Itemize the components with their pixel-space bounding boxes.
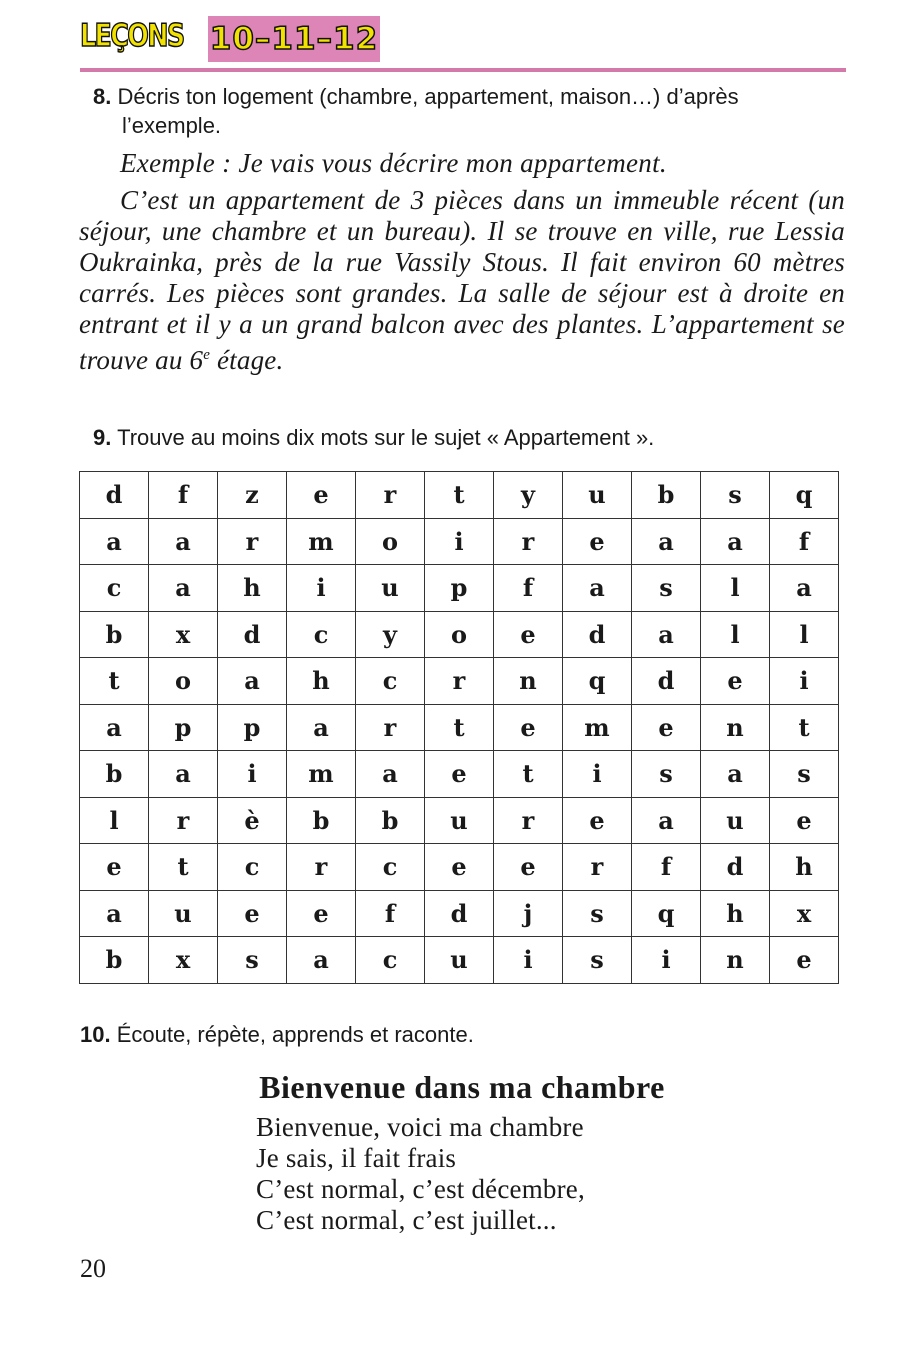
grid-cell: i <box>425 518 494 565</box>
grid-cell: u <box>425 937 494 984</box>
grid-row <box>80 658 839 705</box>
grid-cell: s <box>770 751 839 798</box>
poem-line: Je sais, il fait frais <box>256 1143 457 1173</box>
grid-cell: e <box>425 751 494 798</box>
lesson-number-badge <box>208 16 380 62</box>
grid-cell: e <box>563 518 632 565</box>
grid-cell: b <box>80 937 149 984</box>
grid-cell: e <box>218 890 287 937</box>
grid-cell: u <box>425 797 494 844</box>
grid-cell: a <box>701 751 770 798</box>
grid-cell: t <box>494 751 563 798</box>
grid-cell: r <box>563 844 632 891</box>
grid-cell: b <box>80 611 149 658</box>
exercise-9-text: Trouve au moins dix mots sur le sujet « Appartement ». <box>117 425 655 450</box>
grid-row <box>80 937 839 984</box>
example-paragraph <box>79 185 845 376</box>
grid-cell: z <box>218 472 287 519</box>
page-number: 20 <box>80 1254 106 1283</box>
grid-cell: e <box>287 472 356 519</box>
grid-cell: r <box>218 518 287 565</box>
grid-row <box>80 704 839 751</box>
word-search-grid <box>79 471 839 984</box>
grid-cell: q <box>563 658 632 705</box>
grid-cell: s <box>701 472 770 519</box>
grid-cell: c <box>287 611 356 658</box>
grid-cell: t <box>770 704 839 751</box>
grid-cell: r <box>356 704 425 751</box>
lessons-label: LEÇONS <box>80 18 184 54</box>
grid-cell: x <box>149 937 218 984</box>
grid-cell: a <box>356 751 425 798</box>
grid-cell: n <box>494 658 563 705</box>
lesson-numbers: 10–11–12 <box>209 21 379 57</box>
grid-cell: x <box>149 611 218 658</box>
poem-line: C’est normal, c’est décembre, <box>256 1174 585 1204</box>
grid-row <box>80 472 839 519</box>
grid-cell: f <box>356 890 425 937</box>
grid-cell: c <box>218 844 287 891</box>
exercise-8-instruction <box>93 82 845 140</box>
grid-cell: i <box>632 937 701 984</box>
grid-cell: p <box>149 704 218 751</box>
grid-cell: o <box>356 518 425 565</box>
grid-cell: d <box>80 472 149 519</box>
grid-cell: f <box>494 565 563 612</box>
grid-cell: e <box>770 937 839 984</box>
grid-cell: t <box>425 704 494 751</box>
grid-cell: l <box>770 611 839 658</box>
grid-cell: o <box>425 611 494 658</box>
grid-cell: r <box>425 658 494 705</box>
grid-cell: d <box>218 611 287 658</box>
grid-cell: i <box>770 658 839 705</box>
grid-cell: m <box>287 518 356 565</box>
grid-cell: t <box>149 844 218 891</box>
grid-cell: a <box>149 518 218 565</box>
grid-cell: c <box>356 844 425 891</box>
poem-title: Bienvenue dans ma chambre <box>259 1069 665 1105</box>
grid-row <box>80 565 839 612</box>
exercise-8-number: 8. <box>93 84 112 109</box>
grid-cell: n <box>701 704 770 751</box>
grid-cell: j <box>494 890 563 937</box>
grid-cell: d <box>425 890 494 937</box>
example-superscript: e <box>203 347 211 363</box>
exercise-10-instruction <box>80 1020 474 1049</box>
grid-row <box>80 611 839 658</box>
grid-cell: a <box>218 658 287 705</box>
grid-cell: a <box>149 565 218 612</box>
grid-cell: y <box>356 611 425 658</box>
grid-row <box>80 797 839 844</box>
grid-cell: x <box>770 890 839 937</box>
grid-cell: d <box>632 658 701 705</box>
grid-cell: e <box>494 611 563 658</box>
grid-cell: d <box>701 844 770 891</box>
poem-line: Bienvenue, voici ma chambre <box>256 1112 584 1142</box>
grid-row <box>80 890 839 937</box>
grid-cell: a <box>632 611 701 658</box>
grid-cell: y <box>494 472 563 519</box>
grid-cell: s <box>563 937 632 984</box>
grid-cell: f <box>770 518 839 565</box>
grid-cell: l <box>80 797 149 844</box>
grid-cell: o <box>149 658 218 705</box>
grid-cell: s <box>563 890 632 937</box>
grid-cell: e <box>632 704 701 751</box>
grid-cell: i <box>494 937 563 984</box>
grid-cell: a <box>701 518 770 565</box>
grid-cell: s <box>632 565 701 612</box>
poem-line: C’est normal, c’est juillet... <box>256 1205 557 1235</box>
grid-cell: r <box>494 797 563 844</box>
grid-cell: c <box>356 658 425 705</box>
grid-cell: u <box>701 797 770 844</box>
exercise-9-instruction <box>93 423 654 452</box>
grid-cell: d <box>563 611 632 658</box>
grid-cell: h <box>287 658 356 705</box>
grid-cell: a <box>80 890 149 937</box>
grid-row <box>80 751 839 798</box>
grid-cell: e <box>770 797 839 844</box>
grid-cell: a <box>80 518 149 565</box>
grid-cell: e <box>563 797 632 844</box>
exercise-10-text: Écoute, répète, apprends et raconte. <box>116 1022 474 1047</box>
grid-cell: r <box>287 844 356 891</box>
grid-cell: s <box>632 751 701 798</box>
example-text-end: étage. <box>210 345 284 375</box>
grid-cell: r <box>149 797 218 844</box>
grid-cell: a <box>287 704 356 751</box>
grid-cell: c <box>80 565 149 612</box>
grid-cell: m <box>563 704 632 751</box>
grid-cell: i <box>563 751 632 798</box>
grid-cell: e <box>494 844 563 891</box>
grid-row <box>80 518 839 565</box>
grid-cell: a <box>632 518 701 565</box>
grid-cell: b <box>356 797 425 844</box>
grid-cell: è <box>218 797 287 844</box>
exercise-8-instruction-line1: Décris ton logement (chambre, appartement, maison…) d’après <box>117 84 739 109</box>
grid-cell: p <box>425 565 494 612</box>
grid-cell: h <box>770 844 839 891</box>
grid-cell: i <box>287 565 356 612</box>
grid-cell: l <box>701 565 770 612</box>
grid-cell: l <box>701 611 770 658</box>
exercise-8-instruction-line2: l’exemple. <box>122 113 222 138</box>
grid-cell: t <box>425 472 494 519</box>
grid-cell: a <box>287 937 356 984</box>
grid-cell: a <box>149 751 218 798</box>
grid-cell: p <box>218 704 287 751</box>
example-text-main: C’est un appartement de 3 pièces dans un immeuble récent (un séjour, une chambre et un bureau). Il se trouve en ville, rue Lessia Oukrainka, près de la rue Vassily Stous. Il fait environ 60 mètres carrés. Les pièces sont grandes. La salle de séjour est à droite en entrant et il y a un grand balcon avec des plantes. L’appartement se trouve au 6 <box>79 185 845 375</box>
grid-cell: c <box>356 937 425 984</box>
grid-cell: r <box>494 518 563 565</box>
grid-cell: t <box>80 658 149 705</box>
grid-cell: a <box>80 704 149 751</box>
grid-cell: e <box>287 890 356 937</box>
example-intro: Exemple : Je vais vous décrire mon appartement. <box>120 148 667 178</box>
grid-cell: e <box>80 844 149 891</box>
grid-cell: s <box>218 937 287 984</box>
grid-cell: f <box>632 844 701 891</box>
grid-row <box>80 844 839 891</box>
grid-cell: e <box>701 658 770 705</box>
grid-cell: a <box>770 565 839 612</box>
grid-cell: u <box>563 472 632 519</box>
grid-cell: u <box>149 890 218 937</box>
grid-cell: e <box>494 704 563 751</box>
grid-cell: b <box>80 751 149 798</box>
grid-cell: h <box>218 565 287 612</box>
grid-cell: f <box>149 472 218 519</box>
grid-cell: h <box>701 890 770 937</box>
grid-cell: a <box>632 797 701 844</box>
grid-cell: a <box>563 565 632 612</box>
grid-cell: n <box>701 937 770 984</box>
exercise-9-number: 9. <box>93 425 112 450</box>
grid-cell: e <box>425 844 494 891</box>
grid-cell: b <box>287 797 356 844</box>
grid-cell: b <box>632 472 701 519</box>
poem <box>256 1112 585 1236</box>
grid-cell: m <box>287 751 356 798</box>
grid-cell: q <box>770 472 839 519</box>
header-divider <box>80 68 846 72</box>
grid-cell: i <box>218 751 287 798</box>
grid-cell: r <box>356 472 425 519</box>
grid-cell: u <box>356 565 425 612</box>
grid-cell: q <box>632 890 701 937</box>
exercise-10-number: 10. <box>80 1022 111 1047</box>
